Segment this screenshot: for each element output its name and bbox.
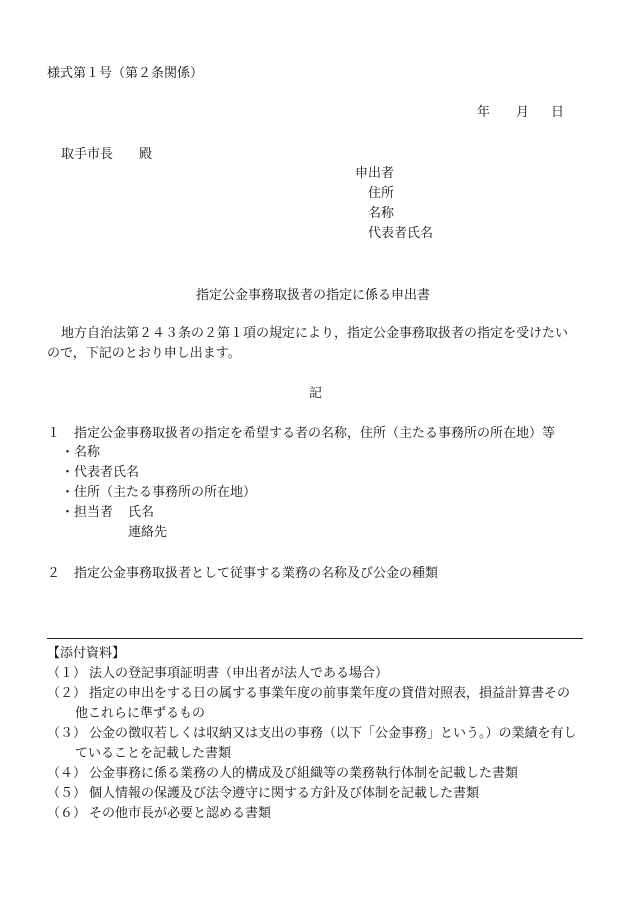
date-month: 月 <box>516 105 530 120</box>
attachment-4-number: （４） <box>47 766 87 781</box>
applicant-address-label: 住所 <box>368 186 395 201</box>
attachments-heading: 【添付資料】 <box>47 646 126 661</box>
applicant-representative-label: 代表者氏名 <box>368 226 434 241</box>
ki-heading: 記 <box>309 386 323 401</box>
date-year: 年 <box>477 105 491 120</box>
section-2-text: 指定公金事務取扱者として従事する業務の名称及び公金の種類 <box>74 566 439 581</box>
section-1-item-address: ・住所（主たる事務所の所在地） <box>61 485 257 500</box>
attachment-2-number: （２） <box>47 686 87 701</box>
section-1-item-name: ・名称 <box>61 445 101 460</box>
date-day: 日 <box>551 105 565 120</box>
addressee-name: 取手市長 <box>61 147 114 162</box>
form-number: 様式第１号（第２条関係） <box>47 66 204 81</box>
attachment-3-text-line-2: ていることを記載した書類 <box>75 746 232 761</box>
attachment-5-text: 個人情報の保護及び法令遵守に関する方針及び体制を記載した書類 <box>89 786 480 801</box>
attachment-2-text-line-1: 指定の申出をする日の属する事業年度の前事業年度の貸借対照表，損益計算書その <box>89 686 571 701</box>
attachment-1-text: 法人の登記事項証明書（申出者が法人である場合） <box>89 666 389 681</box>
divider-line <box>47 638 583 639</box>
body-line-1: 地方自治法第２４３条の２第１項の規定により，指定公金事務取扱者の指定を受けたい <box>61 326 569 341</box>
body-line-2: ので，下記のとおり申し出ます。 <box>47 346 241 361</box>
section-1-number: １ <box>47 426 61 441</box>
section-1-item-contact: ・担当者 <box>61 505 114 520</box>
attachment-2-text-line-2: 他これらに準ずるもの <box>75 706 206 721</box>
addressee <box>61 146 152 164</box>
attachment-6-text: その他市長が必要と認める書類 <box>89 806 272 821</box>
attachment-3-text-line-1: 公金の徴収若しくは収納又は支出の事務（以下「公金事務」という。）の業績を有し <box>89 726 577 741</box>
attachment-6-number: （６） <box>47 806 87 821</box>
addressee-honorific: 殿 <box>139 147 153 162</box>
document-title: 指定公金事務取扱者の指定に係る申出書 <box>196 288 431 303</box>
date-line <box>477 104 564 122</box>
section-1-contact-info: 連絡先 <box>128 525 168 540</box>
applicant-heading: 申出者 <box>355 166 395 181</box>
attachment-5-number: （５） <box>47 786 87 801</box>
section-2-number: ２ <box>47 566 61 581</box>
section-1-contact-name: 氏名 <box>128 505 155 520</box>
attachment-4-text: 公金事務に係る業務の人的構成及び組織等の業務執行体制を記載した書類 <box>89 766 519 781</box>
attachment-3-number: （３） <box>47 726 87 741</box>
section-1-text: 指定公金事務取扱者の指定を希望する者の名称，住所（主たる事務所の所在地）等 <box>74 426 556 441</box>
section-1-item-representative: ・代表者氏名 <box>61 465 140 480</box>
applicant-name-label: 名称 <box>368 206 395 221</box>
attachment-1-number: （１） <box>47 666 87 681</box>
